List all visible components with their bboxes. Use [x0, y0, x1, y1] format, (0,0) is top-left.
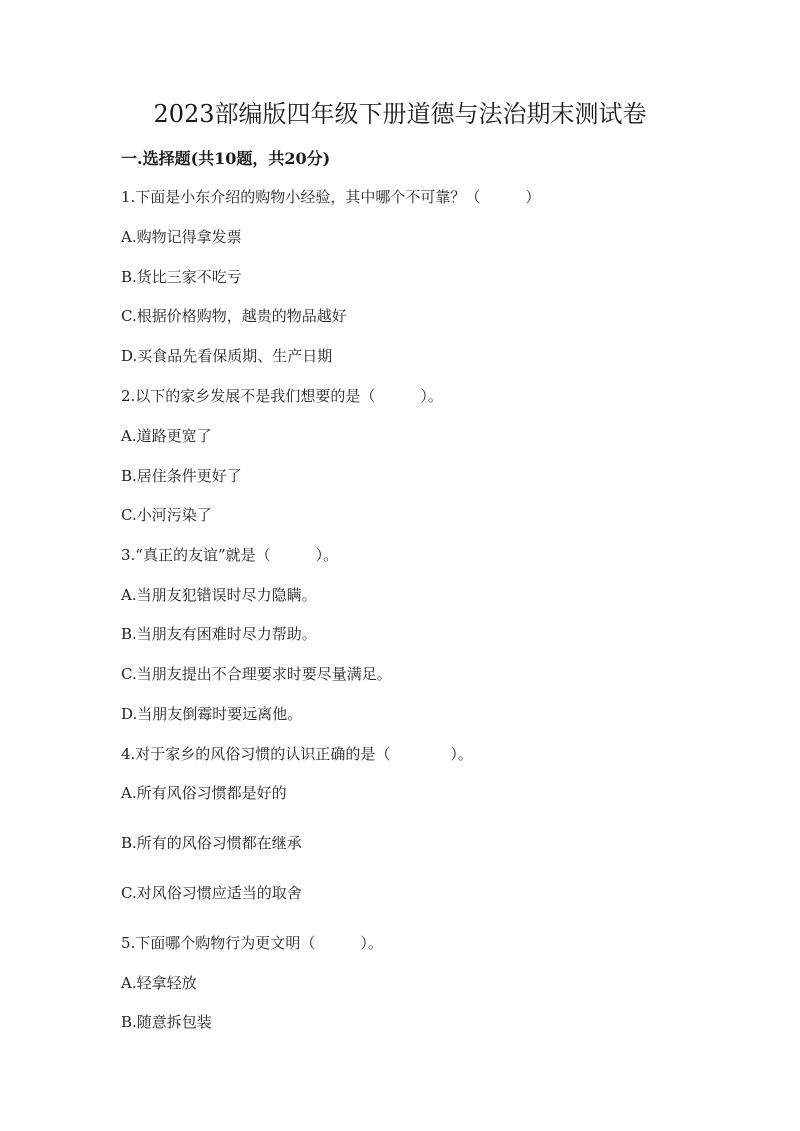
question-3-option-d: D.当朋友倒霉时要远离他。	[121, 705, 303, 723]
question-1-stem: 1.下面是小东介绍的购物小经验，其中哪个不可靠？（ ）	[121, 188, 541, 206]
question-2-option-c: C.小河污染了	[121, 506, 212, 524]
question-2-stem: 2.以下的家乡发展不是我们想要的是（ ）。	[121, 387, 443, 405]
question-3-stem: 3.“真正的友谊”就是（ ）。	[121, 546, 339, 564]
section-heading: 一.选择题(共10题，共20分)	[121, 149, 331, 168]
question-1-option-b: B.货比三家不吃亏	[121, 268, 242, 286]
question-1-option-c: C.根据价格购物，越贵的物品越好	[121, 307, 347, 325]
question-3-option-a: A.当朋友犯错误时尽力隐瞒。	[121, 586, 317, 604]
question-4-stem: 4.对于家乡的风俗习惯的认识正确的是（ ）。	[121, 745, 473, 763]
question-4-option-c: C.对风俗习惯应适当的取舍	[121, 884, 302, 902]
question-1-option-d: D.买食品先看保质期、生产日期	[121, 347, 333, 365]
question-3-option-c: C.当朋友提出不合理要求时要尽量满足。	[121, 665, 392, 683]
question-4-option-b: B.所有的风俗习惯都在继承	[121, 834, 302, 852]
question-1-option-a: A.购物记得拿发票	[121, 228, 242, 246]
question-2-option-b: B.居住条件更好了	[121, 467, 242, 485]
page-title: 2023部编版四年级下册道德与法治期末测试卷	[153, 100, 647, 128]
question-3-option-b: B.当朋友有困难时尽力帮助。	[121, 625, 317, 643]
question-5-stem: 5.下面哪个购物行为更文明（ ）。	[121, 934, 383, 952]
question-2-option-a: A.道路更宽了	[121, 427, 212, 445]
question-4-option-a: A.所有风俗习惯都是好的	[121, 784, 287, 802]
question-5-option-a: A.轻拿轻放	[121, 974, 197, 992]
question-5-option-b: B.随意拆包装	[121, 1013, 212, 1031]
